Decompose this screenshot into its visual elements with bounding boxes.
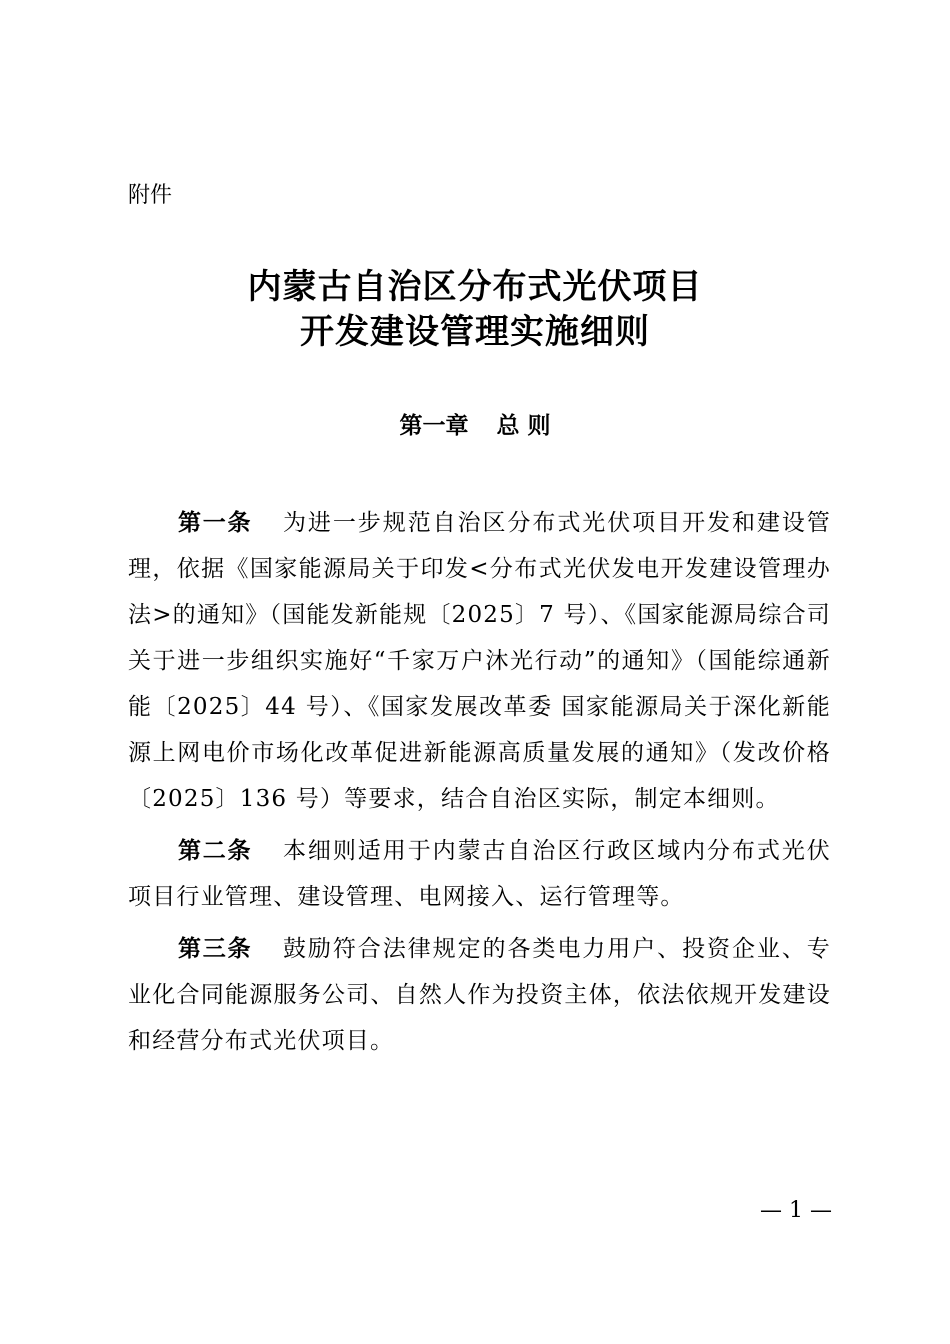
document-title-line-1: 内蒙古自治区分布式光伏项目 xyxy=(247,267,703,307)
article-number: 第三条 xyxy=(178,936,253,962)
article-2 xyxy=(128,828,831,920)
document-body xyxy=(128,500,831,1070)
article-number: 第二条 xyxy=(178,838,253,864)
chapter-heading xyxy=(0,408,950,444)
article-text: 为进一步规范自治区分布式光伏项目开发和建设管理，依据《国家能源局关于印发<分布式光伏发电开发建设管理办法>的通知》（国能发新能规〔2025〕7 号）、《国家能源局综合司关于进一步组织实施好“千家万户沐光行动”的通知》（国能综通新能〔2025〕44 号）、《国家发展改革委 国家能源局关于深化新能源上网电价市场化改革促进新能源高质量发展的通知》（发改价格〔2025〕136 号）等要求，结合自治区实际，制定本细则。 xyxy=(128,510,831,812)
page-number: — 1 — xyxy=(760,1198,832,1223)
article-1 xyxy=(128,500,831,822)
article-3 xyxy=(128,926,831,1064)
chapter-name: 总 则 xyxy=(496,413,551,439)
chapter-number: 第一章 xyxy=(399,413,469,439)
article-text: 鼓励符合法律规定的各类电力用户、投资企业、专业化合同能源服务公司、自然人作为投资主体，依法依规开发建设和经营分布式光伏项目。 xyxy=(128,936,831,1054)
attachment-label: 附件 xyxy=(128,183,173,208)
article-text: 本细则适用于内蒙古自治区行政区域内分布式光伏项目行业管理、建设管理、电网接入、运行管理等。 xyxy=(128,838,831,910)
document-title-line-2: 开发建设管理实施细则 xyxy=(300,312,650,352)
article-number: 第一条 xyxy=(178,510,253,536)
